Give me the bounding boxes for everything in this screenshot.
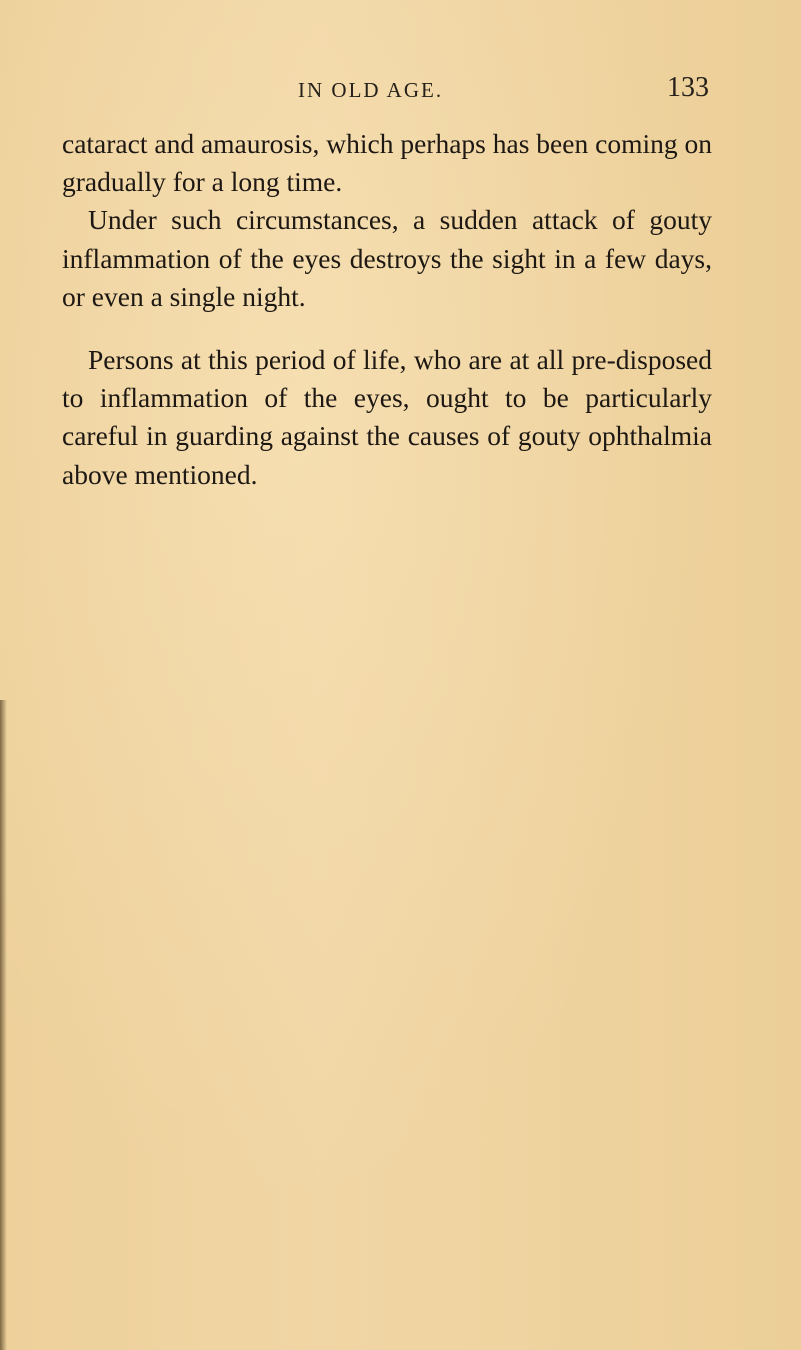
body-text xyxy=(62,125,712,494)
running-head-title: IN OLD AGE. xyxy=(298,78,444,102)
page-number: 133 xyxy=(667,72,709,103)
paragraph-persons: Persons at this period of life, who are at all pre-disposed to inflammation of the eyes, ought to be particularly careful in guarding against the causes of gouty ophthalmia above mentioned. xyxy=(62,344,712,490)
page-edge-shadow xyxy=(0,700,7,1350)
paragraph-circumstances: Under such circumstances, a sudden attack of gouty inflammation of the eyes destroys the sight in a few days, or even a single night. xyxy=(62,204,712,312)
paragraph-continuation: cataract and amaurosis, which perhaps has been coming on gradually for a long time. xyxy=(62,128,712,198)
running-head xyxy=(0,72,801,106)
